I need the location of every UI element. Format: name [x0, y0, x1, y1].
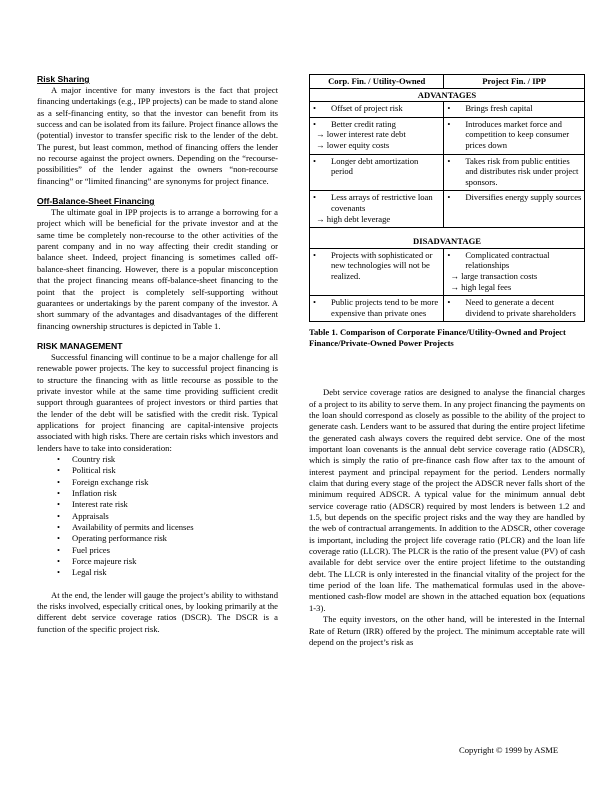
cell-text: Introduces market force and competition to keep consumer prices down [465, 118, 570, 150]
arrow-text: large transaction costs [461, 270, 538, 281]
bullet-icon: • [447, 118, 451, 129]
bullet-icon: • [313, 155, 317, 166]
heading-off-balance-sheet: Off-Balance-Sheet Financing [37, 196, 155, 207]
risk-item: • Inflation risk [37, 488, 278, 499]
bullet-icon: • [447, 155, 451, 166]
cell-text: Brings fresh capital [465, 103, 533, 114]
table-cell [444, 154, 585, 191]
arrow-line [312, 129, 441, 140]
risk-item: • Political risk [37, 465, 278, 476]
arrow-right-icon: → [316, 129, 325, 140]
risk-item: • Country risk [37, 454, 278, 465]
bullet-icon: • [313, 103, 317, 114]
paragraph-dscr: At the end, the lender will gauge the project’s ability to withstand the risks involved, especially critical ones, by looking primarily at the different debt service coverage ratios (DSCR). The DSCR is a function of the specific project risk. [37, 589, 278, 634]
cell-text: Complicated contractual relationships [465, 249, 550, 271]
right-body-text [309, 387, 585, 648]
cell-text: Need to generate a decent dividend to private shareholders [465, 297, 576, 318]
paragraph-risk-sharing: A major incentive for many investors is the fact that project financing undertakings (e.g., IPP projects) can be made to stand alone as a self-financing entity, so that the investor can benefit from its success and can be isolated from its failure. Project finance allows the (potential) investor to transfer specific risk to the lender of the debt. The purest, but least common, method of financing offers the lender no recourse against the project owners. Depending on the “recourse-possibilities” of the lender against the owners “non-recourse financing” or “limited financing” are synonyms for project finance. [37, 85, 278, 186]
arrow-text: lower equity costs [326, 139, 390, 150]
table-row [310, 296, 585, 322]
cell-text: Less arrays of restrictive loan covenants [331, 192, 433, 213]
paragraph-risk-management: Successful financing will continue to be a major challenge for all renewable power projects. The key to successful project financing is to structure the financing with as little recourse as possible to the private investor while at the same time providing sufficient credit support through guarantees of project investors or third parties that the lender of the debt will be satisfied with the credit risk. Typical applications for project financing are capital-intensive projects associated with high risks. There are certain risks which investors and lenders have to take into consideration: [37, 351, 278, 453]
bullet-icon: • [447, 192, 451, 203]
arrow-right-icon: → [450, 270, 459, 281]
arrow-text: high legal fees [461, 281, 512, 292]
paragraph-off-balance-sheet: The ultimate goal in IPP projects is to arrange a borrowing for a project which will be beneficial for the private investor and at the same time be completely non-recourse to the other activities of the parent company and in no way affecting their credit standing or balance sheet. Indeed, project financing is sometimes called off-balance-sheet financing. However, there is a popular misconception that the project financing means off-balance-sheet financing to the point that the project is completely self-supporting without guarantees or undertakings by the parent company of the investor. A short summary of the advantages and disadvantages of the different financing ownership structures is depicted in Table 1. [37, 207, 278, 331]
table-cell [310, 191, 444, 228]
cell-text: Better credit rating [331, 118, 396, 129]
arrow-text: high debt leverage [326, 213, 391, 224]
column-header-corporate: Corp. Fin. / Utility-Owned [310, 75, 444, 89]
table-row [310, 117, 585, 154]
paragraph-debt-service: Debt service coverage ratios are designed to analyse the financial charges of a project to its ability to serve them. In any project financing the payments on the loan should correspond as closely as possible to the ability of the project to generate cash. Lenders want to be assured that during the entire project lifetime the generated cash always covers the required debt service. One of the most important loan covenants is the annual debt service coverage ratio (ADSCR), which is simply the ratio of pre-finance cash flow after tax to the amount of interest payment and principal repayment for the period. Lenders normally claim that during every stage of the project the ADSCR never falls short of the minimum required ADSCR. A typical value for the minimum annual debt service coverage ratio (ADSCR) required by most lenders is between 1.2 and 1.5, but depends on the specific project risks and the way they are handled by the web of contractual arrangements. In addition to the ADSCR, other coverage is important, including the project life coverage ratio (PLCR) and the loan life coverage ratio (LLCR). The PLCR is the ratio of the present value (PV) of cash available for debt service over the entire project lifetime to the outstanding debt. The LLCR is only interested in the financial vitality of the project for the time period of the loan life. The mathematical formulas used in the above-mentioned cash-flow model are shown in the attached equation box (equations 1-3). [309, 387, 585, 613]
copyright-notice: Copyright © 1999 by ASME [459, 745, 559, 755]
advantages-band-row [310, 88, 585, 102]
arrow-right-icon: → [316, 139, 325, 150]
table-body [310, 88, 585, 322]
risk-item: • Appraisals [37, 511, 278, 522]
advantages-label: ADVANTAGES [310, 88, 585, 102]
disadvantages-band-row [310, 228, 585, 249]
table-cell [310, 154, 444, 191]
table-row [310, 248, 585, 295]
risk-item: • Operating performance risk [37, 533, 278, 544]
right-column [309, 74, 585, 648]
table-cell [444, 117, 585, 154]
risk-item: • Legal risk [37, 567, 278, 578]
table-caption: Table 1. Comparison of Corporate Finance/Utility-Owned and Project Finance/Private-Owned Power Projects [309, 327, 566, 349]
cell-text: Public projects tend to be more expensive than private ones [331, 297, 439, 318]
comparison-table [309, 74, 585, 322]
left-column [37, 74, 278, 635]
table-header-row [310, 75, 585, 89]
table-cell [310, 102, 444, 118]
table-cell [310, 117, 444, 154]
paragraph-equity-investors: The equity investors, on the other hand, will be interested in the Internal Rate of Return (IRR) offered by the project. The minimum acceptable rate will depend on the project’s risk as [309, 614, 585, 647]
disadvantages-label: DISADVANTAGE [310, 228, 585, 249]
table-cell [444, 102, 585, 118]
risk-list [37, 454, 278, 579]
bullet-icon: • [313, 192, 317, 203]
table-cell [444, 191, 585, 228]
risk-item: • Availability of permits and licenses [37, 522, 278, 533]
risk-item: • Fuel prices [37, 545, 278, 556]
bullet-icon: • [447, 297, 451, 308]
arrow-right-icon: → [316, 213, 325, 224]
table-row [310, 102, 585, 118]
bullet-icon: • [313, 249, 317, 260]
table-cell [310, 296, 444, 322]
table-cell [310, 248, 444, 295]
arrow-text: lower interest rate debt [326, 129, 406, 140]
table-row [310, 154, 585, 191]
cell-text: Projects with sophisticated or new technologies will not be realized. [331, 249, 433, 281]
cell-text: Takes risk from public entities and distributes risk under project sponsors. [465, 155, 579, 187]
table-cell [444, 296, 585, 322]
bullet-icon: • [313, 118, 317, 129]
bullet-icon: • [447, 249, 451, 260]
arrow-line [312, 214, 441, 225]
risk-item: • Interest rate risk [37, 499, 278, 510]
column-header-project: Project Fin. / IPP [444, 75, 585, 89]
heading-risk-management: RISK MANAGEMENT [37, 340, 123, 351]
arrow-line [446, 282, 582, 293]
cell-text: Longer debt amortization period [331, 155, 419, 177]
table-cell [444, 248, 585, 295]
risk-item: • Foreign exchange risk [37, 477, 278, 488]
risk-item: • Force majeure risk [37, 556, 278, 567]
bullet-icon: • [447, 103, 451, 114]
arrow-line [446, 271, 582, 282]
table-row [310, 191, 585, 228]
arrow-right-icon: → [450, 281, 459, 292]
arrow-line [312, 140, 441, 151]
bullet-icon: • [313, 297, 317, 308]
heading-risk-sharing: Risk Sharing [37, 74, 90, 84]
cell-text: Offset of project risk [331, 103, 403, 114]
cell-text: Diversifies energy supply sources [465, 192, 582, 203]
